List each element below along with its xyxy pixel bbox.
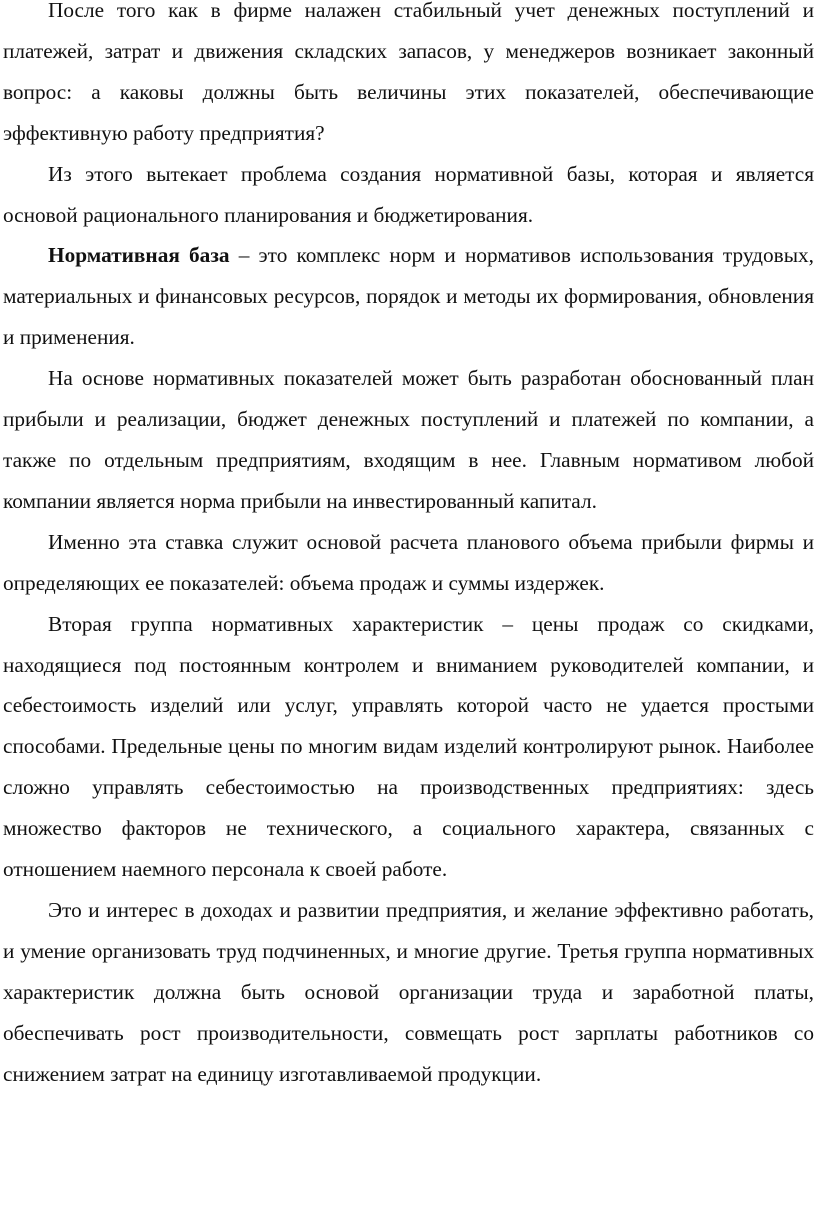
- paragraph-6-text: Вторая группа нормативных характеристик – цены продаж со скидками, находящиеся под постоянным контролем и вниманием руководителей компании, и себестоимость изделий или услуг, управлять которой часто не удается простыми способами. Предельные цены по многим видам изделий контролируют рынок. Наиболее сложно управлять себестоимостью на производственных предприятиях: здесь множество факторов не технического, а социального характера, связанных с отношением наемного персонала к своей работе.: [3, 611, 814, 882]
- paragraph-5-text: Именно эта ставка служит основой расчета планового объема прибыли фирмы и определяющих ее показателей: объема продаж и суммы издержек.: [3, 529, 814, 595]
- definition-term: Нормативная база: [48, 243, 230, 268]
- paragraph-4: [3, 358, 814, 522]
- paragraph-7: [3, 890, 814, 1095]
- paragraph-1-text: После того как в фирме налажен стабильный учет денежных поступлений и платежей, затрат и движения складских запасов, у менеджеров возникает законный вопрос: а каковы должны быть величины этих показателей, обеспечивающие эффективную работу предприятия?: [3, 0, 814, 145]
- paragraph-2: [3, 154, 814, 236]
- paragraph-2-text: Из этого вытекает проблема создания нормативной базы, которая и является основой рационального планирования и бюджетирования.: [3, 161, 814, 227]
- paragraph-3-text: – это комплекс норм и нормативов использования трудовых, материальных и финансовых ресурсов, порядок и методы их формирования, обновления и применения.: [3, 243, 814, 350]
- paragraph-4-text: На основе нормативных показателей может быть разработан обоснованный план прибыли и реализации, бюджет денежных поступлений и платежей по компании, а также по отдельным предприятиям, входящим в нее. Главным нормативом любой компании является норма прибыли на инвестированный капитал.: [3, 366, 814, 513]
- paragraph-6: [3, 604, 814, 890]
- paragraph-5: [3, 522, 814, 604]
- document-page: [3, 0, 814, 1094]
- paragraph-7-text: Это и интерес в доходах и развитии предприятия, и желание эффективно работать, и умение организовать труд подчиненных, и многие другие. Третья группа нормативных характеристик должна быть основой организации труда и заработной платы, обеспечивать рост производительности, совмещать рост зарплаты работников со снижением затрат на единицу изготавливаемой продукции.: [3, 897, 814, 1086]
- paragraph-3: [3, 235, 814, 358]
- paragraph-1: [3, 0, 814, 154]
